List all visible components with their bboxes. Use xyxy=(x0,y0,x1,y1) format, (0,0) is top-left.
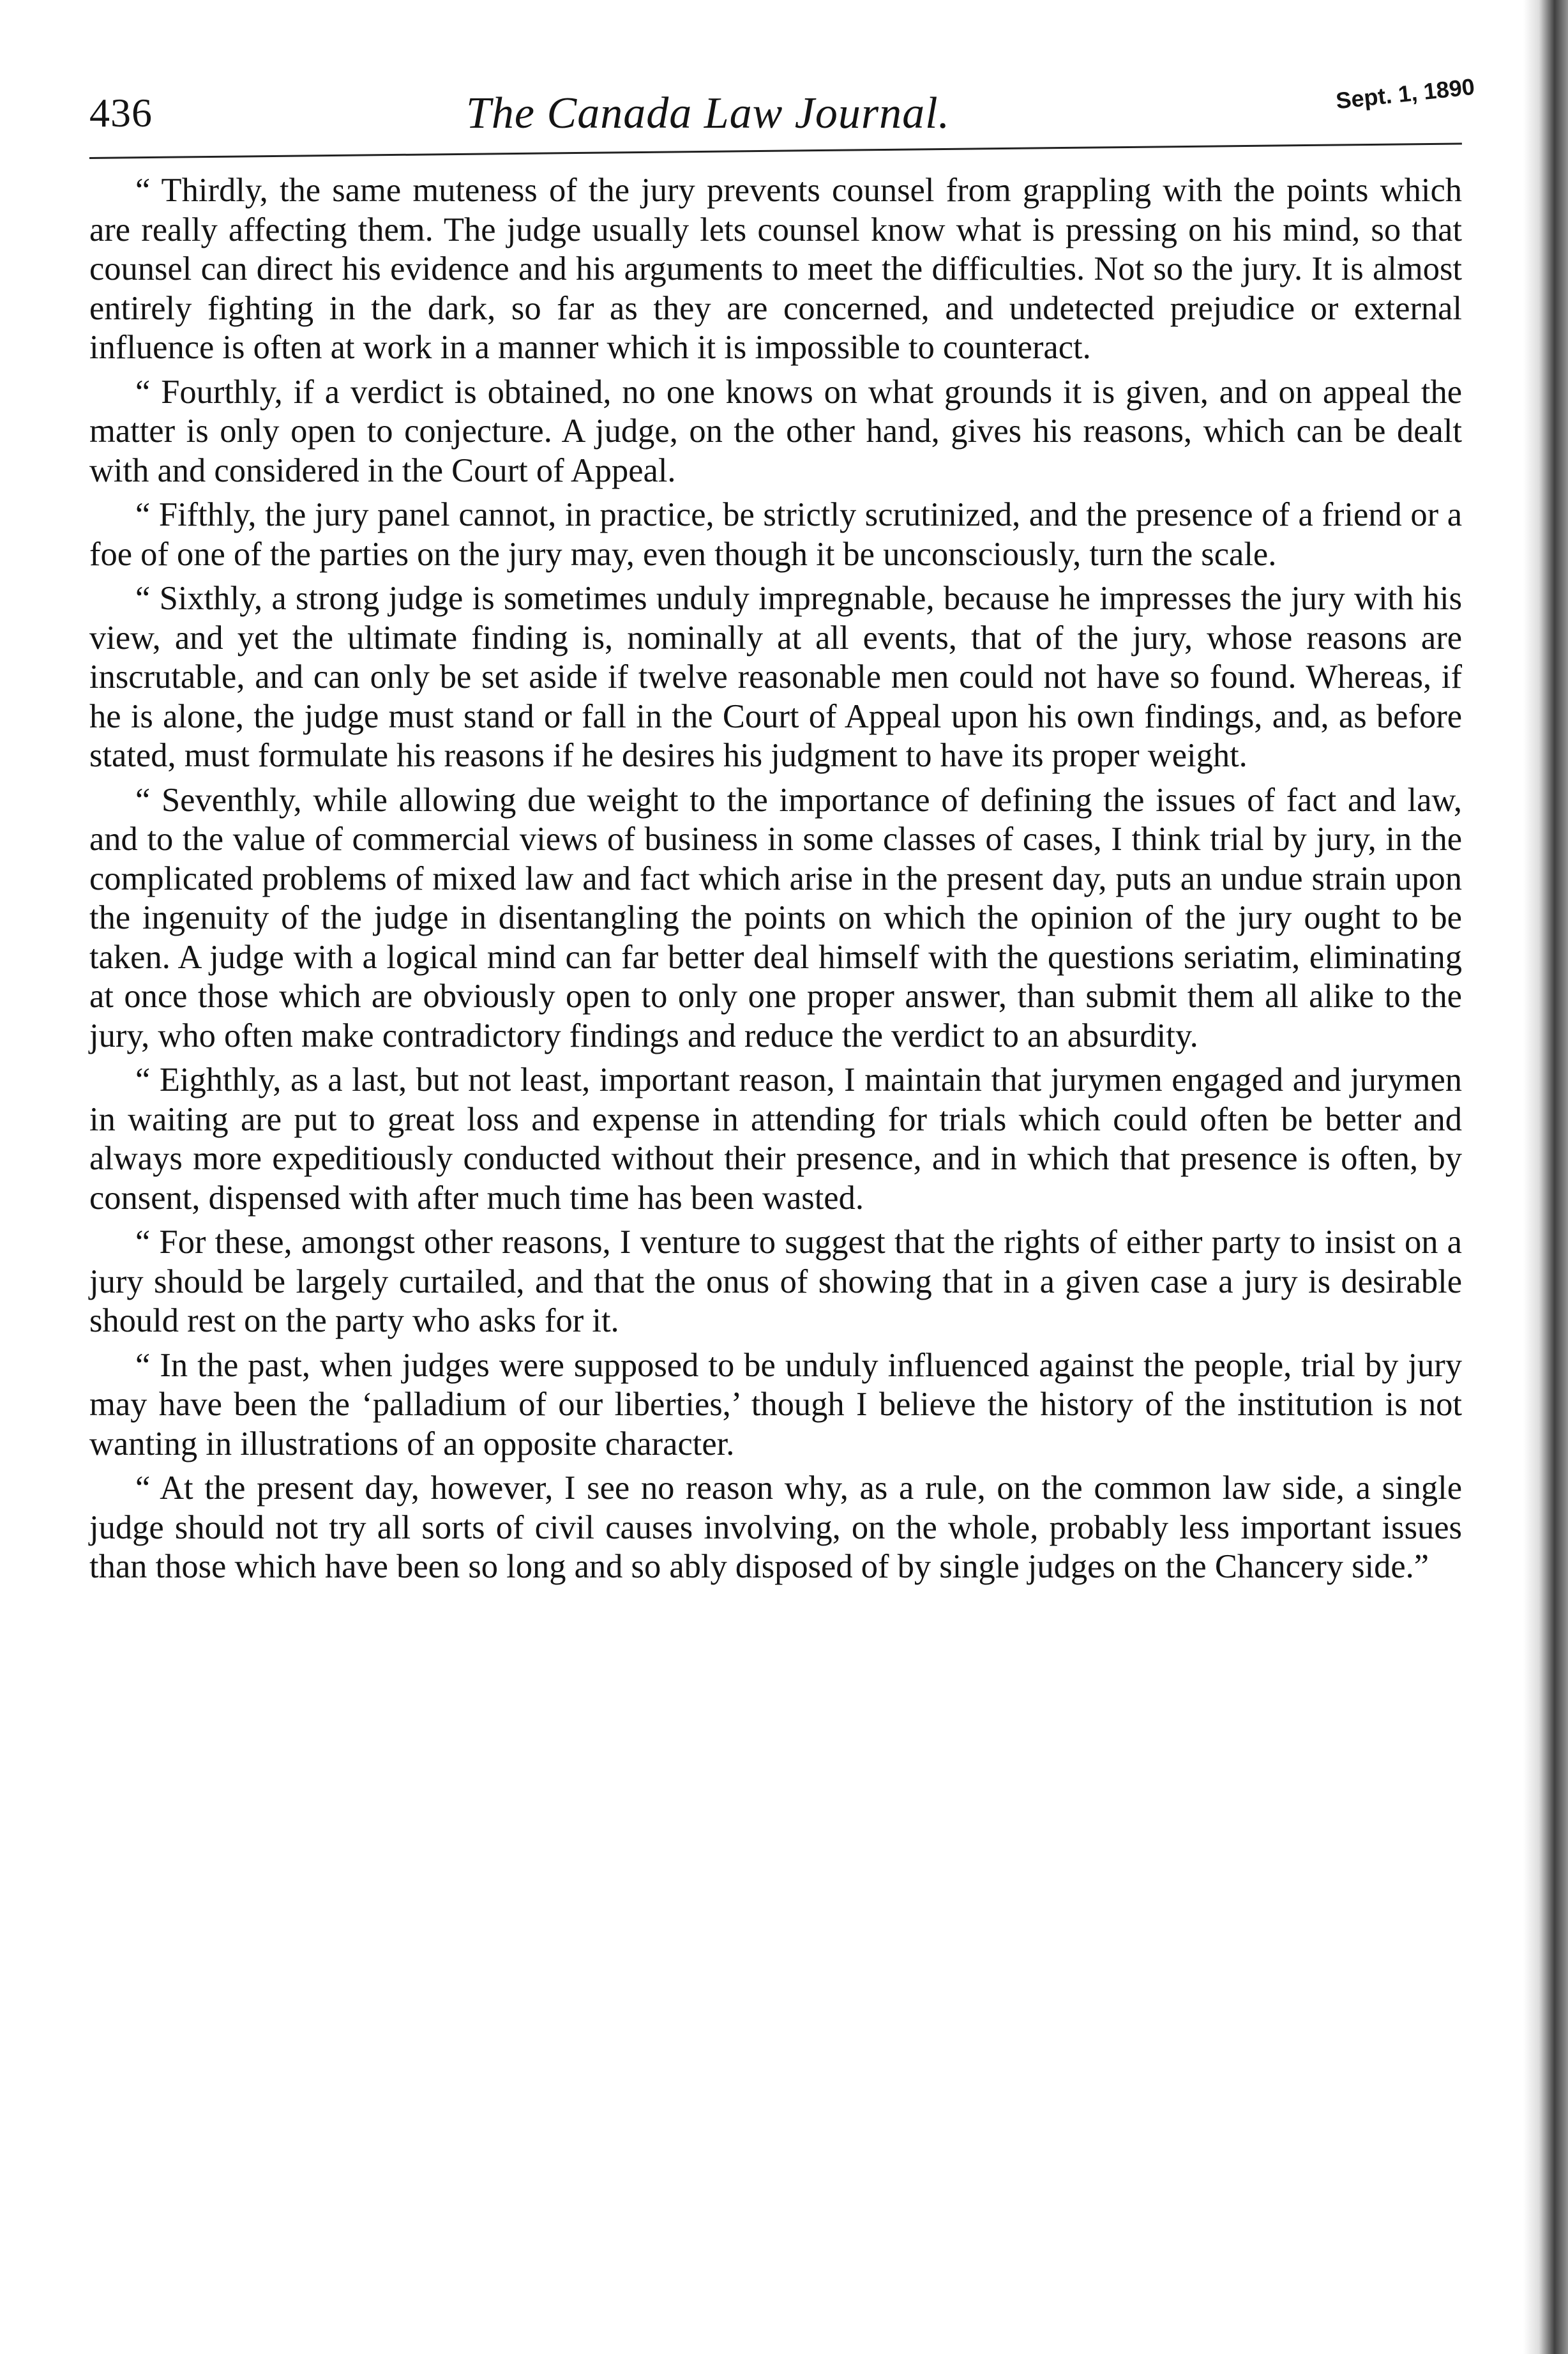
issue-date: Sept. 1, 1890 xyxy=(1334,73,1476,114)
paragraph-seventhly: “ Seventhly, while allowing due weight to the importance of defining the issues of fact and law, and to the value of commercial views of business in some classes of cases, I think trial by jury, in the complicated problems of mixed law and fact which arise in the present day, puts an undue strain upon the ingenuity of the judge in disentangling the points on which the opinion of the jury ought to be taken. A judge with a logical mind can far better deal himself with the questions seriatim, eliminating at once those which are obviously open to only one proper answer, than submit them all alike to the jury, who often make contradictory findings and reduce the verdict to an absurdity. xyxy=(89,781,1462,1054)
binding-shadow xyxy=(1523,0,1568,2354)
page-header xyxy=(89,73,1481,147)
paragraph-eighthly: “ Eighthly, as a last, but not least, important reason, I maintain that jurymen engaged and jurymen in waiting are put to great loss and expense in attending for trials which could often be better and always more expeditiously conducted without their presence, and in which that presence is often, by consent, dispensed with after much time has been wasted. xyxy=(89,1061,1462,1217)
paragraph-in-the-past: “ In the past, when judges were supposed to be unduly influenced against the people, trial by jury may have been the ‘palladium of our liberties,’ though I believe the history of the institution is not wanting in illustrations of an opposite character. xyxy=(89,1346,1462,1462)
paragraph-thirdly: “ Thirdly, the same muteness of the jury prevents counsel from grappling with the points which are really affecting them. The judge usually lets counsel know what is pressing on his mind, so that counsel can direct his evidence and his arguments to meet the difficulties. Not so the jury. It is almost entirely fighting in the dark, so far as they are concerned, and undetected prejudice or external influence is often at work in a manner which it is impossible to counteract. xyxy=(89,172,1462,366)
paragraph-fifthly: “ Fifthly, the jury panel cannot, in practice, be strictly scrutinized, and the presence of a friend or a foe of one of the parties on the jury may, even though it be unconsciously, turn the scale. xyxy=(89,496,1462,573)
body-text xyxy=(89,171,1462,1592)
paragraph-at-the-present-day: “ At the present day, however, I see no reason why, as a rule, on the common law side, a single judge should not try all sorts of civil causes involving, on the whole, probably less important issues than those which have been so long and so ably disposed of by single judges on the Chancery side.” xyxy=(89,1469,1462,1585)
page-number: 436 xyxy=(89,90,153,135)
running-title: The Canada Law Journal. xyxy=(466,89,951,138)
paragraph-for-these: “ For these, amongst other reasons, I venture to suggest that the rights of either party to insist on a jury should be largely curtailed, and that the onus of showing that in a given case a jury is desirable should rest on the party who asks for it. xyxy=(89,1224,1462,1339)
paragraph-sixthly: “ Sixthly, a strong judge is sometimes unduly impregnable, because he impresses the jury with his view, and yet the ultimate finding is, nominally at all events, that of the jury, whose reasons are inscrutable, and can only be set aside if twelve reasonable men could not have so found. Whereas, if he is alone, the judge must stand or fall in the Court of Appeal upon his own findings, and, as before stated, must formulate his reasons if he desires his judgment to have its proper weight. xyxy=(89,580,1462,774)
paragraph-fourthly: “ Fourthly, if a verdict is obtained, no one knows on what grounds it is given, and on appeal the matter is only open to conjecture. A judge, on the other hand, gives his reasons, which can be dealt with and considered in the Court of Appeal. xyxy=(89,373,1462,489)
